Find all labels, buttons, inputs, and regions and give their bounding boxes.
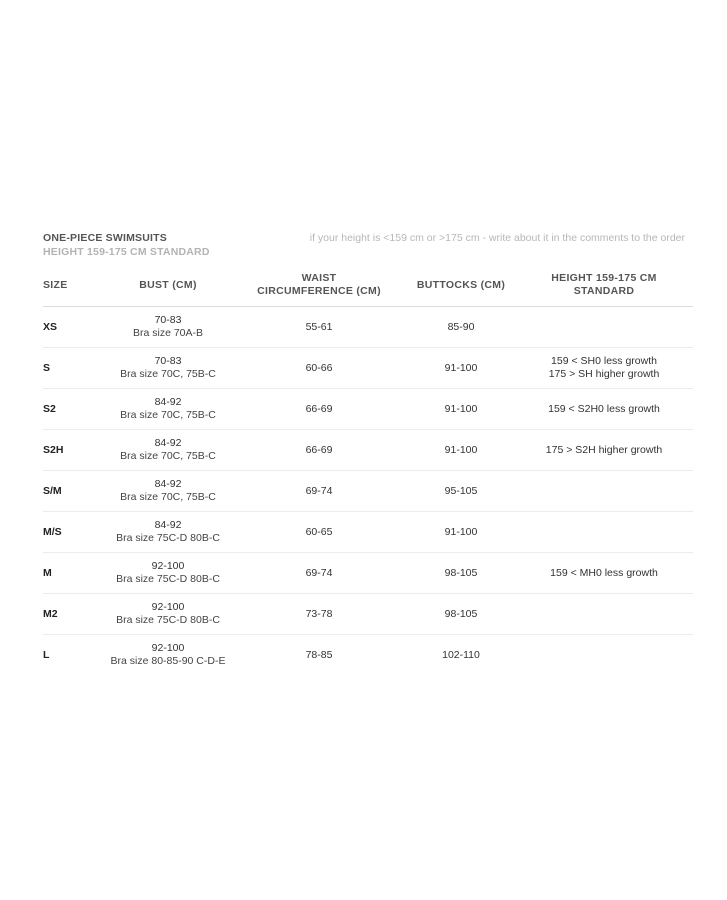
height-note: if your height is <159 cm or >175 cm - write about it in the comments to the order [309, 232, 685, 244]
column-header-bust: BUST (CM) [105, 264, 231, 307]
waist-cell: 55-61 [231, 307, 407, 348]
buttocks-cell: 98-105 [407, 553, 515, 594]
size-cell: S [43, 348, 105, 389]
table-row [43, 471, 693, 512]
bra-size: Bra size 70C, 75B-C [120, 409, 216, 421]
bust-cell [105, 471, 231, 512]
height-cell [515, 553, 693, 594]
buttocks-cell: 102-110 [442, 648, 480, 661]
column-header-height [515, 264, 693, 307]
bra-size: Bra size 75C-D 80B-C [116, 532, 220, 544]
bust-range: 84-92 [154, 396, 182, 408]
height-cell [515, 430, 693, 471]
bra-size: Bra size 70C, 75B-C [120, 491, 216, 503]
column-header-size: SIZE [43, 264, 105, 307]
table-row [43, 594, 693, 635]
bust-cell [105, 430, 231, 471]
size-cell: XS [43, 307, 105, 348]
bra-size: Bra size 70C, 75B-C [120, 368, 216, 380]
table-header-row [43, 264, 693, 307]
height-cell [515, 635, 693, 676]
height-note-line2: 175 > SH higher growth [548, 368, 660, 380]
bust-range: 70-83 [154, 314, 182, 326]
table-row [43, 389, 693, 430]
column-header-waist [231, 264, 407, 307]
chart-subtitle: HEIGHT 159-175 CM STANDARD [43, 246, 210, 258]
waist-cell: 69-74 [231, 553, 407, 594]
bra-size: Bra size 80-85-90 C-D-E [110, 655, 226, 667]
buttocks-cell: 91-100 [407, 430, 515, 471]
height-note-line1: 159 < MH0 less growth [550, 566, 658, 579]
size-cell: L [43, 648, 50, 661]
bust-range: 92-100 [151, 601, 185, 613]
height-note-line1: 175 > S2H higher growth [545, 443, 663, 456]
chart-header [43, 232, 693, 260]
size-table [43, 264, 693, 675]
chart-title: ONE-PIECE SWIMSUITS [43, 232, 167, 244]
size-cell: M [43, 553, 105, 594]
buttocks-cell: 91-100 [407, 512, 515, 553]
waist-cell: 78-85 [305, 648, 333, 661]
bust-cell [105, 553, 231, 594]
height-note-line1: 159 < SH0 less growth [551, 355, 657, 367]
waist-cell: 60-66 [231, 348, 407, 389]
bust-range: 84-92 [154, 519, 182, 531]
bust-range: 92-100 [151, 642, 185, 654]
height-cell [515, 348, 693, 389]
height-cell [515, 389, 693, 430]
table-row [43, 553, 693, 594]
buttocks-cell: 95-105 [407, 471, 515, 512]
column-header-waist-line2: CIRCUMFERENCE (CM) [257, 285, 381, 297]
table-row [43, 512, 693, 553]
waist-cell: 69-74 [231, 471, 407, 512]
table-row [43, 348, 693, 389]
bust-cell [105, 512, 231, 553]
column-header-waist-line1: WAIST [301, 272, 337, 284]
size-cell: M2 [43, 594, 105, 635]
bust-range: 84-92 [154, 478, 182, 490]
bust-cell [105, 389, 231, 430]
height-cell [515, 594, 693, 635]
table-row [43, 307, 693, 348]
bust-cell [105, 594, 231, 635]
buttocks-cell: 98-105 [407, 594, 515, 635]
waist-cell: 73-78 [231, 594, 407, 635]
buttocks-cell: 91-100 [407, 348, 515, 389]
column-header-height-line1: HEIGHT 159-175 CM [551, 272, 657, 284]
height-cell [515, 512, 693, 553]
table-row [43, 430, 693, 471]
bust-cell [105, 635, 231, 676]
bra-size: Bra size 70C, 75B-C [120, 450, 216, 462]
bust-range: 92-100 [151, 560, 185, 572]
buttocks-cell: 91-100 [407, 389, 515, 430]
buttocks-cell: 85-90 [407, 307, 515, 348]
bust-cell [105, 307, 231, 348]
size-cell: S2H [43, 430, 105, 471]
size-cell: S2 [43, 389, 105, 430]
waist-cell: 60-65 [231, 512, 407, 553]
column-header-buttocks: BUTTOCKS (CM) [407, 264, 515, 307]
waist-cell: 66-69 [231, 389, 407, 430]
bra-size: Bra size 75C-D 80B-C [116, 614, 220, 626]
height-note-line1: 159 < S2H0 less growth [548, 402, 660, 415]
height-cell [515, 471, 693, 512]
size-cell: M/S [43, 512, 105, 553]
size-cell: S/M [43, 471, 105, 512]
bust-range: 70-83 [154, 355, 182, 367]
height-cell [515, 307, 693, 348]
bra-size: Bra size 75C-D 80B-C [116, 573, 220, 585]
bust-range: 84-92 [154, 437, 182, 449]
bra-size: Bra size 70A-B [132, 327, 204, 339]
size-chart [43, 232, 693, 675]
column-header-height-line2: STANDARD [573, 285, 635, 297]
size-rows [43, 307, 693, 676]
waist-cell: 66-69 [231, 430, 407, 471]
table-row [43, 635, 693, 676]
bust-cell [105, 348, 231, 389]
